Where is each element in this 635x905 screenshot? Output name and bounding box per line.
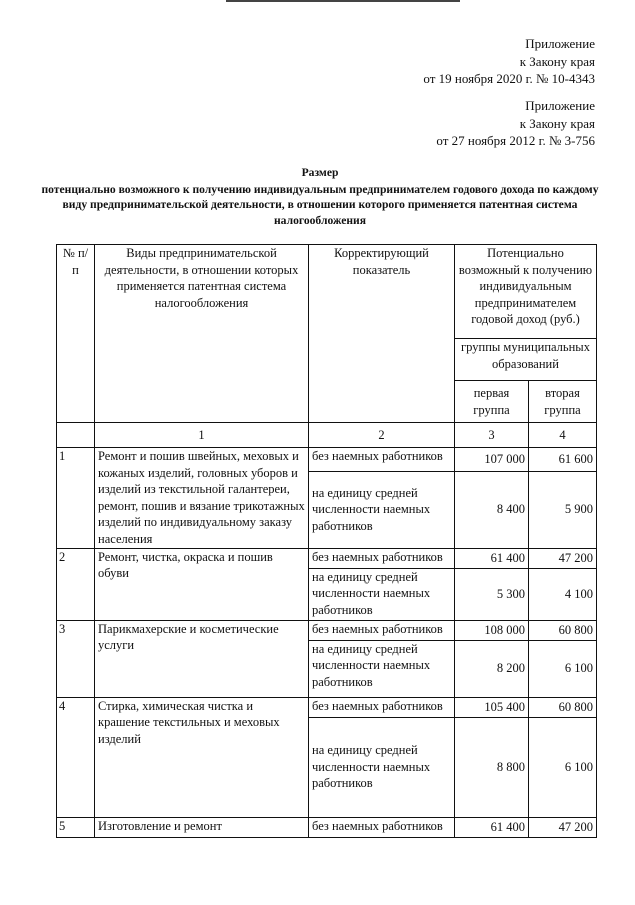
group1-value: 105 400 (455, 697, 529, 717)
appendix-2012-line1: Приложение (525, 98, 595, 113)
indicator-cell: без наемных работников (309, 697, 455, 717)
column-number (57, 423, 95, 448)
header-indicator: Корректирующий показатель (309, 245, 455, 423)
group1-value: 8 800 (455, 717, 529, 817)
appendix-2020-line1: Приложение (525, 36, 595, 51)
appendix-2012-line2: к Закону края (519, 115, 595, 131)
column-number: 2 (309, 423, 455, 448)
income-table (56, 244, 597, 838)
header-income (455, 245, 597, 339)
indicator-cell: без наемных работников (309, 448, 455, 472)
indicator-cell: без наемных работников (309, 817, 455, 837)
group1-value: 8 200 (455, 640, 529, 697)
group1-value: 8 400 (455, 471, 529, 548)
table-row (57, 697, 597, 717)
header-activity: Виды предпринимательской деятельности, в отношении которых применяется патентная система налогообложения (95, 245, 309, 423)
row-number: 2 (57, 548, 95, 620)
group2-value: 60 800 (529, 697, 597, 717)
group2-value: 6 100 (529, 717, 597, 817)
table-row (57, 620, 597, 640)
activity-cell: Ремонт и пошив швейных, меховых и кожаных изделий, головных уборов и изделий из текстильной галантереи, ремонт, пошив и вязание трикотажных изделий по индивидуальному заказу населения (95, 448, 309, 549)
activity-cell: Стирка, химическая чистка и крашение текстильных и меховых изделий (95, 697, 309, 817)
indicator-cell: на единицу средней численности наемных работников (309, 568, 455, 620)
group1-value: 61 400 (455, 548, 529, 568)
row-number: 1 (57, 448, 95, 549)
group2-value: 4 100 (529, 568, 597, 620)
document-subtitle: потенциально возможного к получению индивидуальным предпринимателем годового дохода по каждому виду предпринимательской деятельности, в отношении которого применяется патентная система налогообложения (41, 183, 599, 227)
group1-value: 61 400 (455, 817, 529, 837)
row-number: 3 (57, 620, 95, 697)
appendix-2012-line3: от 27 ноября 2012 г. № 3-756 (436, 133, 595, 148)
appendix-note-2012 (436, 97, 595, 150)
header-groups: группы муниципальных образований (455, 339, 597, 381)
scan-edge-line (226, 0, 460, 2)
group2-value: 61 600 (529, 448, 597, 472)
indicator-cell: на единицу средней численности наемных работников (309, 471, 455, 548)
row-number: 4 (57, 697, 95, 817)
header-group1: первая группа (455, 381, 529, 423)
activity-cell: Парикмахерские и косметические услуги (95, 620, 309, 697)
indicator-cell: на единицу средней численности наемных работников (309, 717, 455, 817)
column-number: 1 (95, 423, 309, 448)
group2-value: 6 100 (529, 640, 597, 697)
column-number: 4 (529, 423, 597, 448)
group1-value: 5 300 (455, 568, 529, 620)
group2-value: 5 900 (529, 471, 597, 548)
group2-value: 60 800 (529, 620, 597, 640)
header-num: № п/п (57, 245, 95, 423)
group2-value: 47 200 (529, 817, 597, 837)
group1-value: 107 000 (455, 448, 529, 472)
activity-cell: Ремонт, чистка, окраска и пошив обуви (95, 548, 309, 620)
indicator-cell: без наемных работников (309, 620, 455, 640)
header-income-text: Потенциально возможный к получению индивидуальным предпринимателем годовой доход (руб.) (458, 246, 593, 327)
row-number: 5 (57, 817, 95, 837)
appendix-note-2020 (423, 35, 595, 88)
indicator-cell: на единицу средней численности наемных работников (309, 640, 455, 697)
table-row (57, 548, 597, 568)
appendix-2020-line3: от 19 ноября 2020 г. № 10-4343 (423, 71, 595, 86)
document-title: Размер (301, 166, 339, 179)
appendix-2020-line2: к Закону края (519, 53, 595, 69)
activity-cell: Изготовление и ремонт (95, 817, 309, 837)
group2-value: 47 200 (529, 548, 597, 568)
header-group2: вторая группа (529, 381, 597, 423)
table-row (57, 448, 597, 472)
indicator-cell: без наемных работников (309, 548, 455, 568)
column-number-row (57, 423, 597, 448)
group1-value: 108 000 (455, 620, 529, 640)
table-row (57, 817, 597, 837)
column-number: 3 (455, 423, 529, 448)
